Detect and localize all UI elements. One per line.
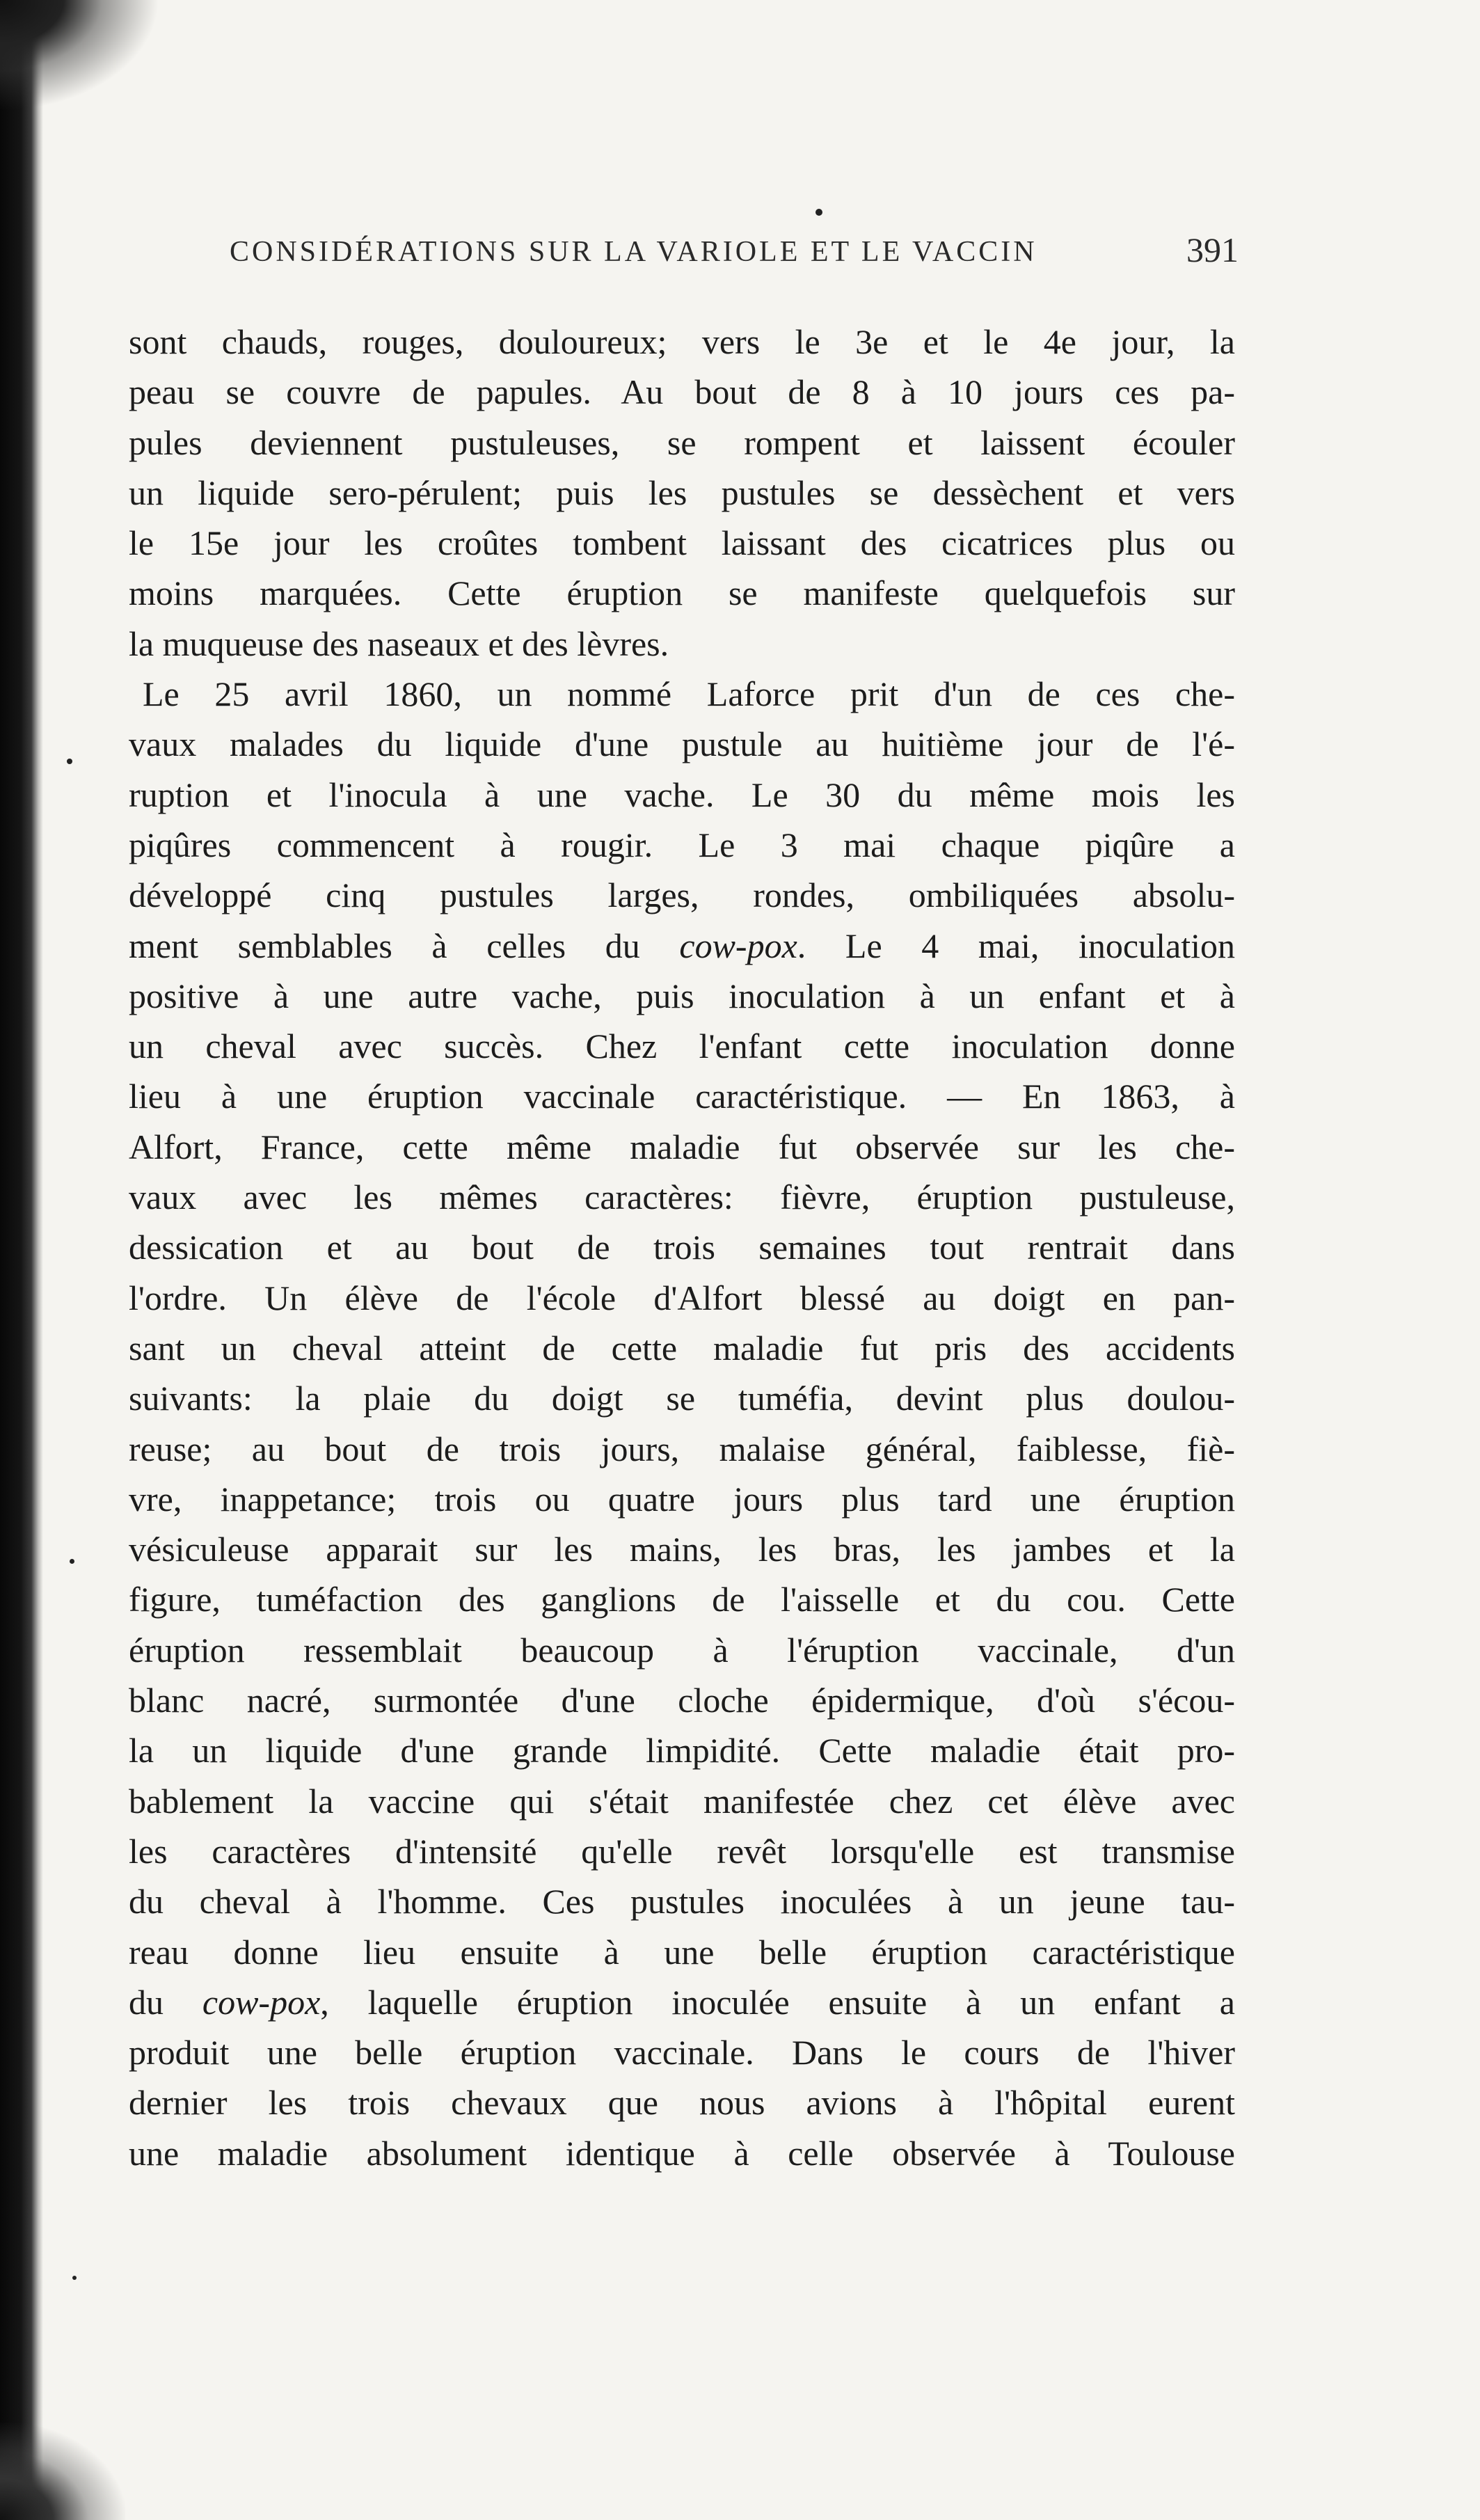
scan-speck (815, 209, 822, 216)
text-line: un cheval avec succès. Chez l'enfant cette inoculation donne (129, 1027, 1235, 1066)
binding-shadow (0, 0, 43, 2520)
text-line: la un liquide d'une grande limpidité. Cette maladie était pro- (129, 1731, 1235, 1770)
text-line: du cow-pox, laquelle éruption inoculée ensuite à un enfant a (129, 1982, 1235, 2022)
running-title: CONSIDÉRATIONS SUR LA VARIOLE ET LE VACCIN (230, 236, 1037, 268)
text-line: lieu à une éruption vaccinale caractéristique. — En 1863, à (129, 1077, 1235, 1116)
text-line: sont chauds, rouges, douloureux; vers le 3e et le 4e jour, la (129, 322, 1235, 361)
scan-speck (67, 759, 72, 764)
text-line: positive à une autre vache, puis inoculation à un enfant et à (129, 976, 1235, 1015)
text-line: ment semblables à celles du cow-pox. Le 4 mai, inoculation (129, 926, 1235, 965)
text-line: vaux avec les mêmes caractères: fièvre, éruption pustuleuse, (129, 1178, 1235, 1217)
text-line: un liquide sero-pérulent; puis les pustules se dessèchent et vers (129, 473, 1235, 512)
text-line: dernier les trois chevaux que nous avions à l'hôpital eurent (129, 2083, 1235, 2123)
text-line: Alfort, France, cette même maladie fut observée sur les che- (129, 1127, 1235, 1166)
text-line: une maladie absolument identique à celle observée à Toulouse (129, 2133, 1235, 2173)
text-line: le 15e jour les croûtes tombent laissant des cicatrices plus ou (129, 523, 1235, 563)
text-line: vre, inappetance; trois ou quatre jours plus tard une éruption (129, 1479, 1235, 1519)
text-line: blanc nacré, surmontée d'une cloche épidermique, d'où s'écou- (129, 1681, 1235, 1720)
text-line: éruption ressemblait beaucoup à l'éruption vaccinale, d'un (129, 1630, 1235, 1670)
binding-shadow-bottom (0, 2423, 125, 2520)
scan-speck (72, 2276, 77, 2280)
body-text (129, 317, 1235, 2178)
text-line: piqûres commencent à rougir. Le 3 mai chaque piqûre a (129, 825, 1235, 864)
text-line: figure, tuméfaction des ganglions de l'aisselle et du cou. Cette (129, 1580, 1235, 1619)
text-line: vésiculeuse apparait sur les mains, les bras, les jambes et la (129, 1530, 1235, 1569)
text-line: dessication et au bout de trois semaines tout rentrait dans (129, 1228, 1235, 1267)
text-line: reau donne lieu ensuite à une belle éruption caractéristique (129, 1932, 1235, 1972)
text-line: du cheval à l'homme. Ces pustules inoculées à un jeune tau- (129, 1882, 1235, 1921)
text-line: moins marquées. Cette éruption se manifeste quelquefois sur (129, 573, 1235, 613)
text-line: les caractères d'intensité qu'elle revêt lorsqu'elle est transmise (129, 1831, 1235, 1871)
page-number: 391 (1186, 230, 1239, 269)
text-line: vaux malades du liquide d'une pustule au huitième jour de l'é- (129, 724, 1235, 764)
text-line: peau se couvre de papules. Au bout de 8 à 10 jours ces pa- (129, 372, 1235, 412)
page-header (230, 230, 1239, 291)
text-line: l'ordre. Un élève de l'école d'Alfort blessé au doigt en pan- (129, 1278, 1235, 1317)
binding-shadow-top (0, 0, 160, 111)
text-line: reuse; au bout de trois jours, malaise général, faiblesse, fiè- (129, 1429, 1235, 1468)
text-line: produit une belle éruption vaccinale. Dans le cours de l'hiver (129, 2033, 1235, 2073)
text-line: suivants: la plaie du doigt se tuméfia, devint plus doulou- (129, 1379, 1235, 1418)
text-line: Le 25 avril 1860, un nommé Laforce prit d'un de ces che- (143, 674, 1235, 714)
text-line: la muqueuse des naseaux et des lèvres. (129, 624, 669, 663)
text-line: pules deviennent pustuleuses, se rompent et laissent écouler (129, 422, 1235, 462)
text-line: ruption et l'inocula à une vache. Le 30 du même mois les (129, 775, 1235, 814)
text-line: bablement la vaccine qui s'était manifestée chez cet élève avec (129, 1781, 1235, 1821)
text-line: développé cinq pustules larges, rondes, ombiliquées absolu- (129, 875, 1235, 915)
text-line: sant un cheval atteint de cette maladie fut pris des accidents (129, 1328, 1235, 1368)
scan-speck (70, 1559, 74, 1564)
